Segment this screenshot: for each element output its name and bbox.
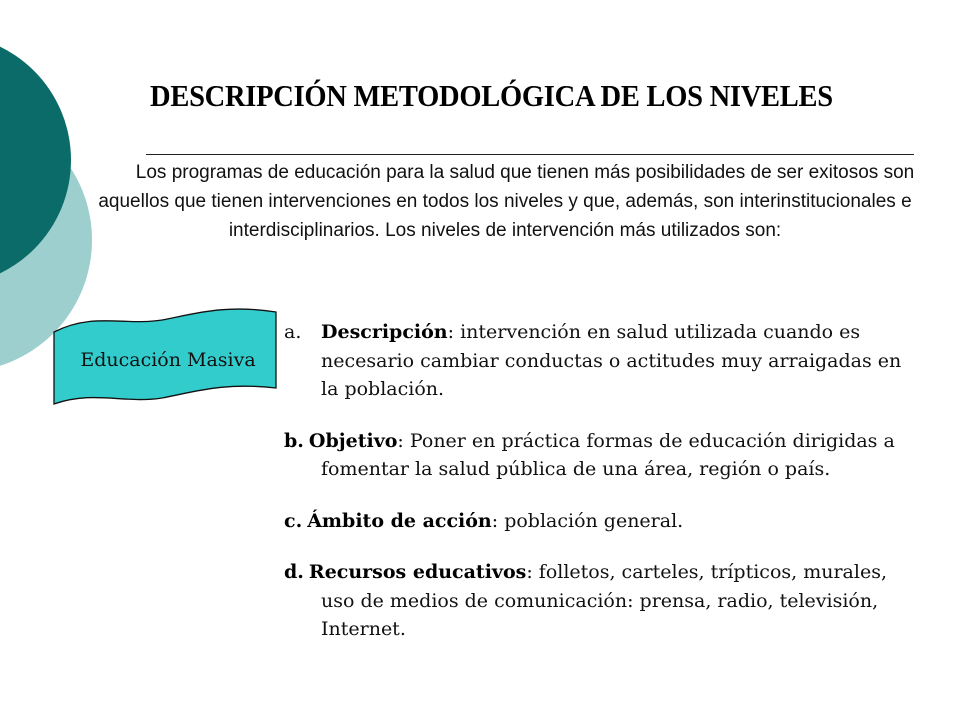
item-text: : Poner en práctica formas de educación dirigidas a fomentar la salud pública de una área, región o país.: [321, 429, 895, 480]
item-text: : intervención en salud utilizada cuando es necesario cambiar conductas o actitudes muy arraigadas en la población.: [321, 321, 902, 400]
item-text: : folletos, carteles, trípticos, murales, uso de medios de comunicación: prensa, radio, televisión, Internet.: [321, 561, 887, 640]
item-text: : población general.: [491, 509, 684, 532]
list-item-objetivo: [284, 427, 924, 484]
intro-paragraph: Los programas de educación para la salud que tienen más posibilidades de ser exitosos son aquellos que tienen intervenciones en todos los niveles y que, además, son interinstitucionales e interdisciplinarios. Los niveles de intervención más utilizados son:: [98, 162, 915, 241]
item-marker: d.: [284, 561, 304, 583]
item-marker: b.: [284, 429, 304, 452]
title-divider: [146, 154, 914, 155]
list-item-ambito: [284, 507, 924, 536]
item-label: Recursos educativos: [308, 561, 527, 583]
list-item-recursos: [284, 558, 924, 644]
item-label: Descripción: [321, 321, 448, 343]
item-label: Objetivo: [308, 429, 398, 452]
item-marker: c.: [284, 509, 303, 532]
item-label: Ámbito de acción: [307, 509, 492, 532]
banner-label: Educación Masiva: [80, 349, 256, 371]
list-item-descripcion: [284, 318, 924, 404]
slide-title: DESCRIPCIÓN METODOLÓGICA DE LOS NIVELES: [150, 78, 833, 113]
scroll-banner: [44, 306, 284, 406]
item-marker: a.: [284, 321, 302, 343]
levels-list: [284, 318, 924, 667]
